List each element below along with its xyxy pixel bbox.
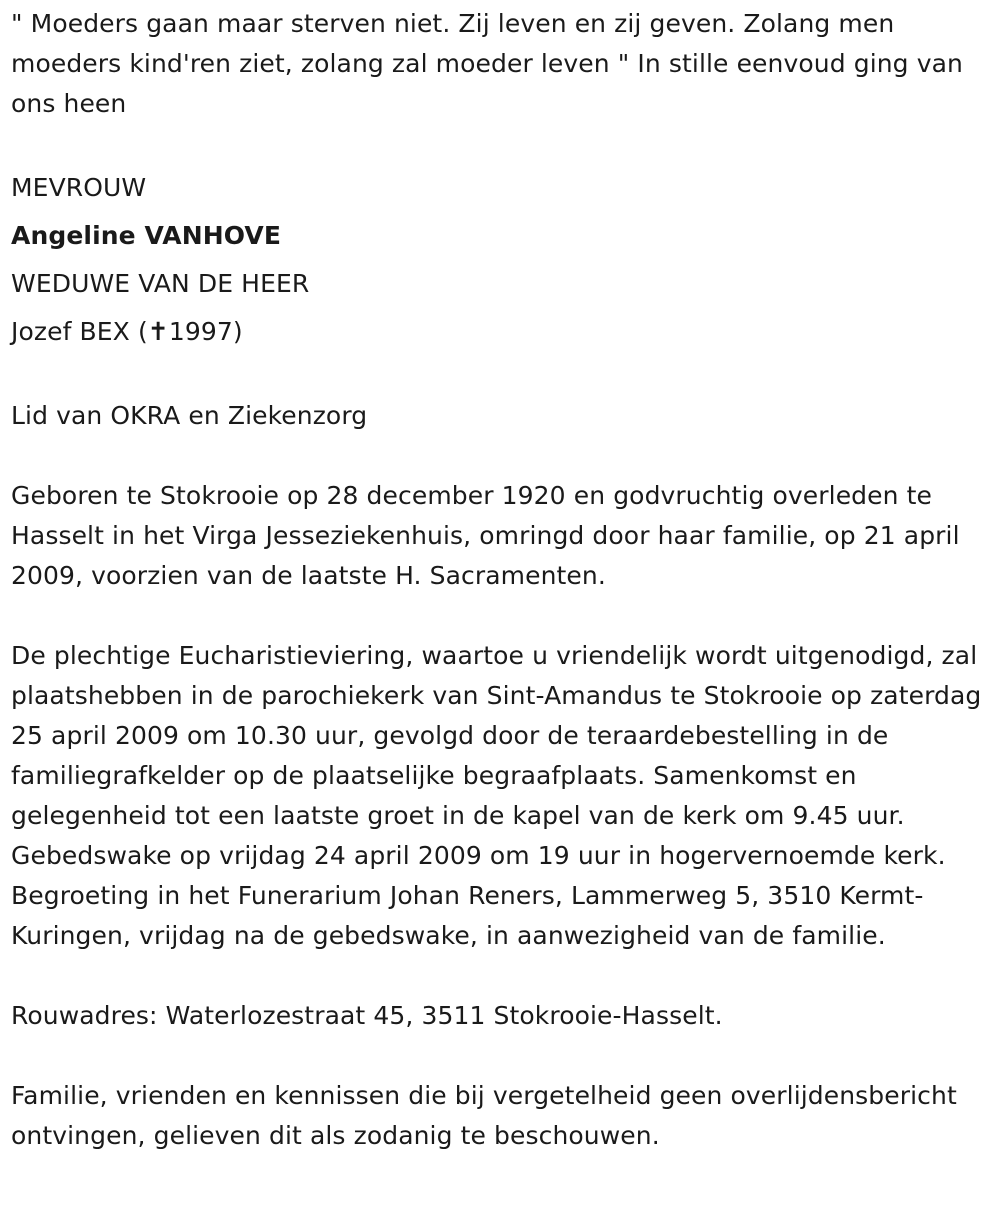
honorific: MEVROUW bbox=[11, 173, 147, 202]
mourning-address: Rouwadres: Waterlozestraat 45, 3511 Stokrooie-Hasselt. bbox=[11, 1001, 723, 1030]
intro-quote: " Moeders gaan maar sterven niet. Zij leven en zij geven. Zolang men moeders kind'ren ziet, zolang zal moeder leven " In stille eenvoud ging van ons heen bbox=[11, 9, 963, 118]
spacer bbox=[11, 1036, 996, 1076]
birth-death-paragraph: Geboren te Stokrooie op 28 december 1920 en godvruchtig overleden te Hasselt in het Virga Jesseziekenhuis, omringd door haar familie, op 21 april 2009, voorzien van de laatste H. Sacramenten. bbox=[11, 481, 960, 590]
spacer bbox=[11, 356, 996, 396]
obituary-document bbox=[11, 4, 996, 1156]
deceased-name: Angeline VANHOVE bbox=[11, 221, 282, 250]
widow-of-label: WEDUWE VAN DE HEER bbox=[11, 269, 310, 298]
ceremony-paragraph: De plechtige Eucharistieviering, waartoe u vriendelijk wordt uitgenodigd, zal plaatshebben in de parochiekerk van Sint-Amandus te Stokrooie op zaterdag 25 april 2009 om 10.30 uur, gevolgd door de teraardebestelling in de familiegrafkelder op de plaatselijke begraafplaats. Samenkomst en gelegenheid tot een laatste groet in de kapel van de kerk om 9.45 uur. Gebedswake op vrijdag 24 april 2009 om 19 uur in hogervernoemde kerk. Begroeting in het Funerarium Johan Reners, Lammerweg 5, 3510 Kermt-Kuringen, vrijdag na de gebedswake, in aanwezigheid van de familie. bbox=[11, 641, 982, 950]
spacer bbox=[11, 124, 996, 164]
spacer bbox=[11, 596, 996, 636]
membership: Lid van OKRA en Ziekenzorg bbox=[11, 401, 368, 430]
closing-paragraph: Familie, vrienden en kennissen die bij vergetelheid geen overlijdensbericht ontvingen, gelieven dit als zodanig te beschouwen. bbox=[11, 1081, 957, 1150]
spacer bbox=[11, 956, 996, 996]
spouse-name: Jozef BEX (✝1997) bbox=[11, 317, 243, 346]
spacer bbox=[11, 436, 996, 476]
